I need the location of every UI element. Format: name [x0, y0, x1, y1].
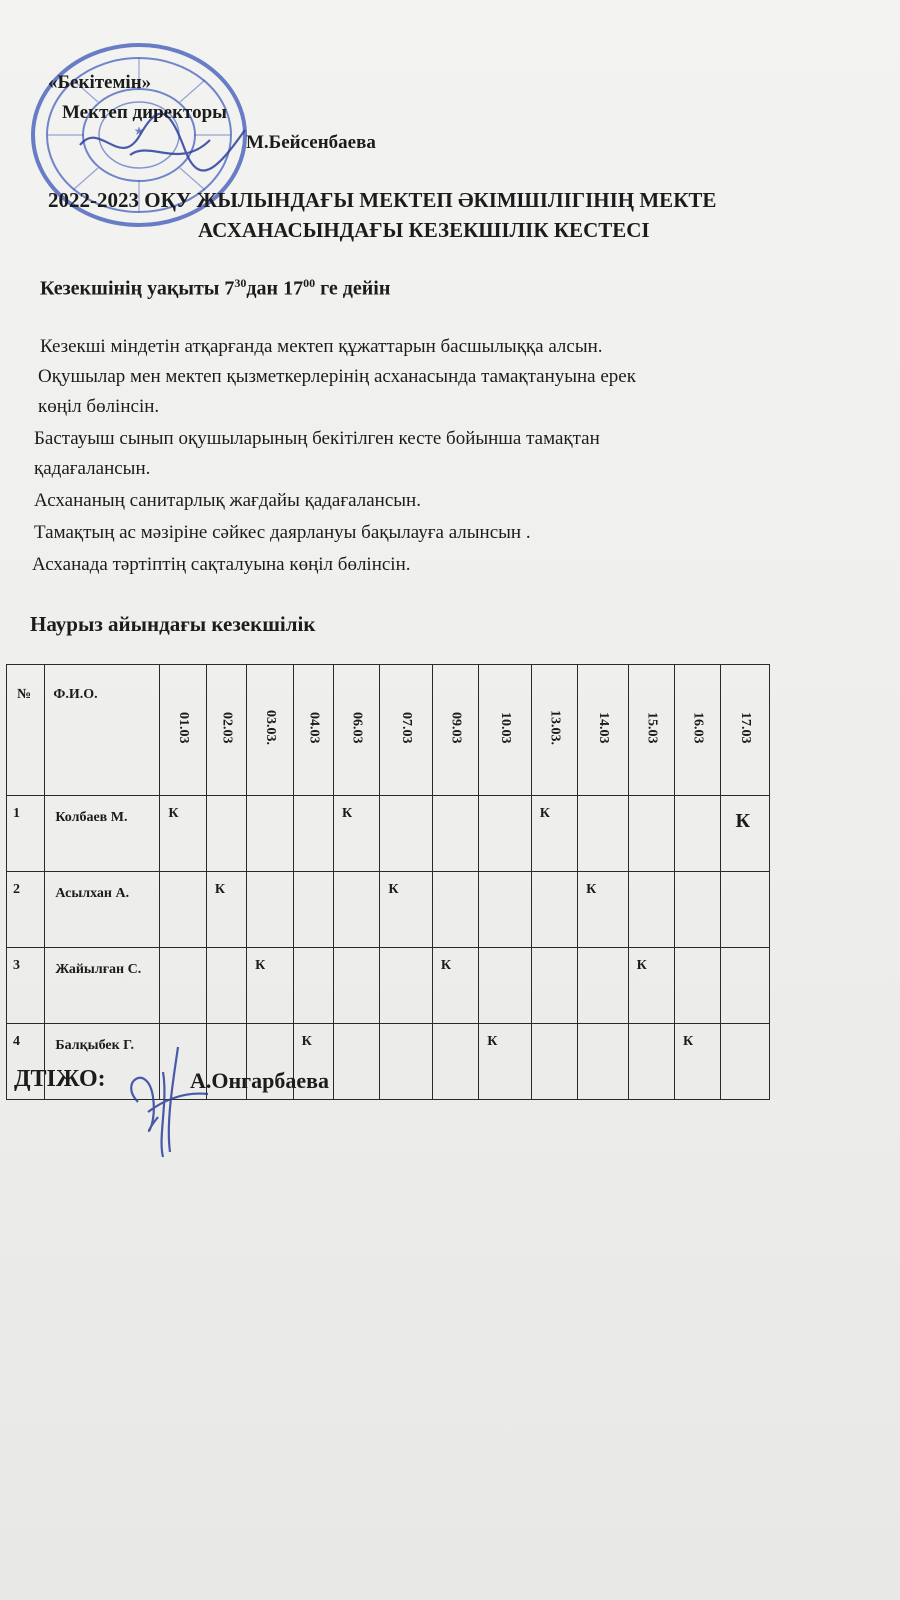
footer-label: ДТІЖО: — [14, 1066, 106, 1092]
duty-cell — [628, 796, 674, 872]
duty-cell — [721, 1024, 770, 1100]
duty-line-2: Оқушылар мен мектеп қызметкерлерінің асханасында тамақтануына ерек — [38, 366, 636, 387]
duty-cell — [247, 796, 293, 872]
header-date: 14.03 — [578, 665, 628, 796]
duty-line-3: көңіл бөлінсін. — [38, 396, 160, 417]
row-name: Асылхан А. — [45, 872, 160, 948]
duty-cell — [206, 796, 246, 872]
duty-cell: К — [432, 948, 478, 1024]
header-date: 10.03 — [479, 665, 531, 796]
row-name: Балқыбек Г. — [45, 1024, 160, 1100]
duty-line-1: Кезекші міндетін атқарғанда мектеп құжаттарын басшылыққа алсын. — [40, 336, 603, 357]
row-name: Колбаев М. — [45, 796, 160, 872]
duty-cell — [333, 872, 379, 948]
duty-cell: К — [578, 872, 628, 948]
duty-cell — [628, 872, 674, 948]
duty-cell — [247, 872, 293, 948]
duty-cell — [333, 948, 379, 1024]
table-row — [7, 948, 770, 1024]
approval-line-2: Мектеп директоры — [62, 102, 228, 123]
duty-cell — [479, 796, 531, 872]
document-title-line-2: АСХАНАСЫНДАҒЫ КЕЗЕКШІЛІК КЕСТЕСІ — [198, 218, 650, 242]
header-date: 07.03 — [380, 665, 432, 796]
header-name: Ф.И.О. — [45, 665, 160, 796]
duty-cell — [721, 948, 770, 1024]
deputy-signature — [118, 1042, 218, 1162]
duty-cell — [160, 872, 206, 948]
duty-cell: К — [479, 1024, 531, 1100]
duty-hours: Кезекшінің уақыты $7^{30}дан$ $17^{00}$ ге дейін — [40, 276, 391, 300]
header-date: 04.03 — [293, 665, 333, 796]
duty-cell — [380, 1024, 432, 1100]
row-number: 1 — [7, 796, 45, 872]
duty-cell — [206, 948, 246, 1024]
duty-cell — [531, 872, 577, 948]
duty-line-4: Бастауыш сынып оқушыларының бекітілген кесте бойынша тамақтан — [34, 428, 600, 449]
duty-cell — [578, 1024, 628, 1100]
duty-cell: К — [628, 948, 674, 1024]
row-name: Жайылған С. — [45, 948, 160, 1024]
row-number: 4 — [7, 1024, 45, 1100]
header-date: 02.03 — [206, 665, 246, 796]
duty-cell — [721, 872, 770, 948]
duty-cell — [578, 796, 628, 872]
month-heading: Наурыз айындағы кезекшілік — [30, 612, 316, 636]
duty-cell — [380, 948, 432, 1024]
duty-cell: К — [721, 796, 770, 872]
row-number: 3 — [7, 948, 45, 1024]
table-row — [7, 872, 770, 948]
header-date: 17.03 — [721, 665, 770, 796]
duty-cell — [675, 796, 721, 872]
duty-cell — [432, 796, 478, 872]
director-name: М.Бейсенбаева — [246, 132, 376, 153]
duty-cell — [675, 948, 721, 1024]
table-header-row — [7, 665, 770, 796]
duty-cell — [432, 1024, 478, 1100]
duty-cell — [675, 872, 721, 948]
header-date: 16.03 — [675, 665, 721, 796]
duty-cell — [293, 948, 333, 1024]
duty-schedule-table — [6, 664, 770, 1100]
svg-text:★: ★ — [133, 124, 145, 138]
table-row — [7, 796, 770, 872]
document-title-line-1: 2022-2023 ОҚУ ЖЫЛЫНДАҒЫ МЕКТЕП ӘКІМШІЛІГІНІҢ МЕКТЕ — [48, 188, 717, 212]
duty-cell: К — [380, 872, 432, 948]
header-number: № — [7, 665, 45, 796]
footer-name: А.Онгарбаева — [190, 1068, 330, 1093]
approval-line-1: «Бекітемін» — [48, 72, 152, 93]
duty-cell: К — [675, 1024, 721, 1100]
duty-cell — [479, 872, 531, 948]
header-date: 15.03 — [628, 665, 674, 796]
duty-cell: К — [160, 796, 206, 872]
duty-cell — [479, 948, 531, 1024]
duty-cell — [628, 1024, 674, 1100]
row-number: 2 — [7, 872, 45, 948]
header-date: 13.03. — [531, 665, 577, 796]
duty-cell: К — [531, 796, 577, 872]
duty-cell: К — [247, 948, 293, 1024]
duty-cell — [578, 948, 628, 1024]
header-date: 06.03 — [333, 665, 379, 796]
duty-cell — [531, 948, 577, 1024]
duty-line-8: Асханада тәртіптің сақталуына көңіл бөлінсін. — [32, 554, 411, 575]
duty-cell: К — [333, 796, 379, 872]
duty-cell — [333, 1024, 379, 1100]
duty-cell — [293, 872, 333, 948]
duty-cell: К — [206, 872, 246, 948]
duty-cell: К — [293, 1024, 333, 1100]
header-date: 01.03 — [160, 665, 206, 796]
header-date: 09.03 — [432, 665, 478, 796]
duty-cell — [432, 872, 478, 948]
duty-line-5: қадағалансын. — [34, 458, 151, 479]
duty-cell — [160, 948, 206, 1024]
header-date: 03.03. — [247, 665, 293, 796]
duty-cell — [380, 796, 432, 872]
duty-cell — [293, 796, 333, 872]
duty-line-6: Асхананың санитарлық жағдайы қадағалансын. — [34, 490, 421, 511]
duty-line-7: Тамақтың ас мәзіріне сәйкес даярлануы бақылауға алынсын . — [34, 522, 531, 543]
duty-cell — [531, 1024, 577, 1100]
